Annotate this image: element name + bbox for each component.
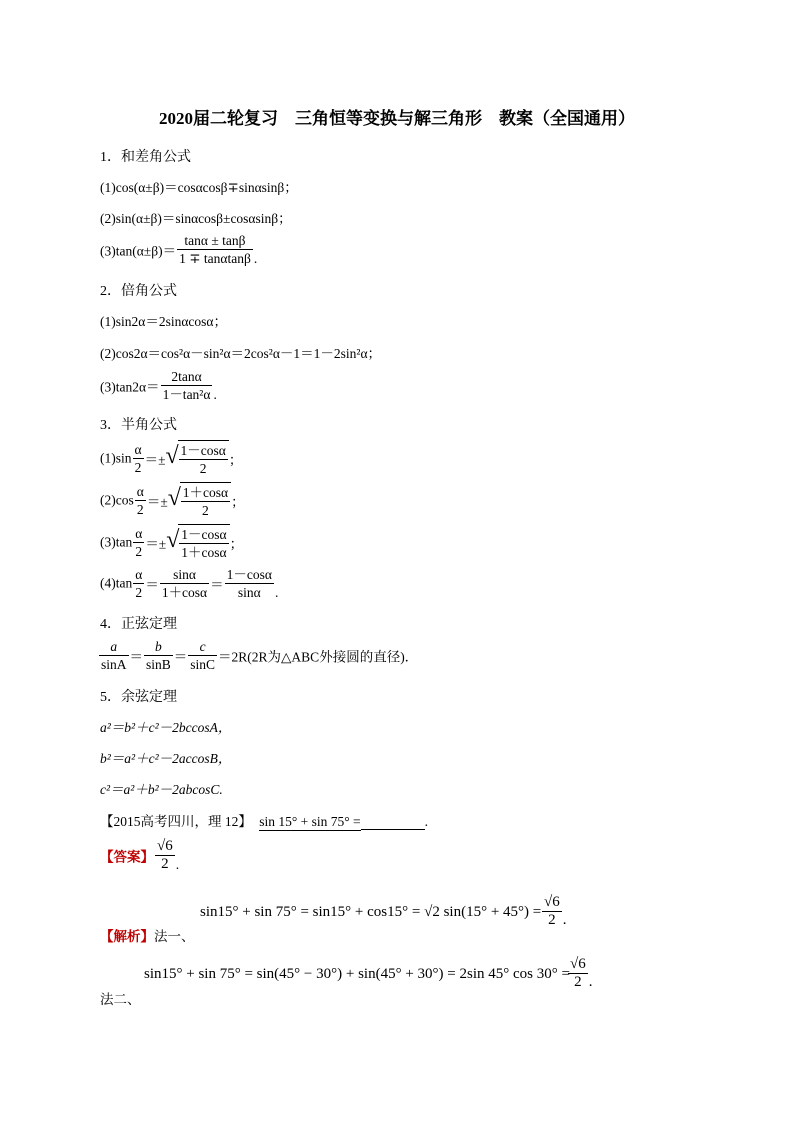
fraction bbox=[177, 232, 253, 267]
denominator: 1＋cosα bbox=[161, 585, 208, 600]
numerator: c bbox=[188, 638, 217, 656]
answer-fraction bbox=[155, 838, 175, 873]
formula-end: ； bbox=[229, 536, 244, 552]
denominator: 1＋cosα bbox=[181, 545, 227, 560]
fraction bbox=[225, 566, 274, 601]
numerator: tanα ± tanβ bbox=[177, 232, 253, 250]
section-heading-half-angle: 3．半角公式 bbox=[100, 418, 177, 433]
numerator: b bbox=[144, 638, 173, 656]
answer-label: 【答案】 bbox=[100, 849, 154, 865]
denominator: 2 bbox=[548, 912, 556, 928]
numerator: α bbox=[135, 567, 143, 582]
fraction bbox=[181, 484, 230, 519]
formula-law-of-sines bbox=[98, 638, 418, 673]
formula-prefix: (1)sin bbox=[100, 450, 132, 466]
numerator: α bbox=[136, 484, 144, 499]
formula-tail: ＝2R(2R为△ABC外接圆的直径)． bbox=[218, 649, 419, 665]
formula-cosine-a: a²＝b²＋c²－2bccosA， bbox=[100, 720, 232, 735]
section-heading-law-of-sines: 4．正弦定理 bbox=[100, 617, 177, 632]
equals: ＝ bbox=[145, 577, 159, 593]
formula-end: . bbox=[213, 387, 217, 402]
fraction bbox=[161, 368, 213, 403]
denominator: 2 bbox=[161, 856, 169, 872]
method-1-label: 法一、 bbox=[154, 929, 195, 944]
formula-cos-half bbox=[100, 482, 245, 519]
numerator: sinα bbox=[160, 566, 209, 584]
analysis-method-1-expression: sin15° + sin 75° = sin15° + cos15° = √2 sin(15° + 45°) = bbox=[200, 904, 542, 920]
numerator: √6 bbox=[544, 894, 560, 910]
numerator: 1＋cosα bbox=[182, 485, 229, 500]
formula-end: ； bbox=[228, 452, 243, 468]
plus-minus: ＝± bbox=[144, 452, 166, 468]
denominator: 2 bbox=[134, 460, 142, 475]
formula-prefix: (3)tan(α±β)＝ bbox=[100, 243, 177, 259]
fraction bbox=[568, 956, 588, 991]
plus-minus: ＝± bbox=[146, 494, 168, 510]
fraction bbox=[188, 638, 217, 673]
analysis-method-1-result bbox=[541, 894, 566, 929]
fraction bbox=[179, 442, 228, 477]
denominator: 2 bbox=[199, 461, 207, 476]
problem-end: . bbox=[424, 814, 429, 829]
section-heading-law-of-cosines: 5．余弦定理 bbox=[100, 690, 177, 705]
half-angle-fraction bbox=[133, 566, 144, 601]
formula-end: . bbox=[253, 251, 258, 266]
problem-line bbox=[100, 810, 428, 830]
numerator: α bbox=[134, 442, 142, 457]
fraction bbox=[144, 638, 173, 673]
answer-end: . bbox=[175, 857, 180, 872]
plus-minus: ＝± bbox=[145, 536, 167, 552]
analysis-method-2-expression: sin15° + sin 75° = sin(45° − 30°) + sin(45° + 30°) = 2sin 45° cos 30° = bbox=[144, 966, 570, 982]
formula-end: ； bbox=[231, 494, 245, 510]
formula-prefix: (3)tan bbox=[100, 534, 133, 550]
denominator: 2 bbox=[202, 503, 209, 518]
denominator: 2 bbox=[135, 585, 143, 600]
method-2-label: 法二、 bbox=[100, 992, 141, 1007]
equals: ＝ bbox=[173, 649, 188, 665]
denominator: sinA bbox=[101, 657, 127, 672]
denominator: sinC bbox=[190, 657, 216, 672]
formula-tan-sum bbox=[100, 232, 257, 267]
analysis-end: . bbox=[562, 912, 567, 928]
numerator: 1－cosα bbox=[226, 567, 272, 582]
formula-cos-double: (2)cos2α＝cos²α－sin²α＝2cos²α－1＝1－2sin²α； bbox=[100, 346, 382, 361]
answer-blank bbox=[361, 815, 425, 830]
fraction bbox=[542, 894, 562, 929]
formula-cosine-c: c²＝a²＋b²－2abcosC. bbox=[100, 782, 223, 797]
formula-cos-sum: (1)cos(α±β)＝cosαcosβ∓sinαsinβ； bbox=[100, 180, 298, 195]
denominator: 1 ∓ tanαtanβ bbox=[179, 251, 251, 266]
numerator: a bbox=[99, 638, 129, 656]
half-angle-fraction bbox=[135, 483, 146, 518]
denominator: 2 bbox=[136, 502, 144, 517]
numerator: √6 bbox=[570, 956, 586, 972]
problem-expression: sin 15° + sin 75° = bbox=[259, 814, 361, 829]
formula-sin-double: (1)sin2α＝2sinαcosα； bbox=[100, 314, 227, 329]
formula-tan-half-root bbox=[100, 524, 243, 561]
section-heading-sum-difference: 1．和差角公式 bbox=[100, 150, 191, 165]
formula-prefix: (2)cos bbox=[100, 492, 134, 508]
analysis-end: . bbox=[588, 974, 593, 990]
analysis-method-1-label-line bbox=[100, 925, 195, 945]
half-angle-fraction bbox=[133, 525, 144, 560]
formula-prefix: (4)tan bbox=[100, 575, 133, 591]
equals: ＝ bbox=[210, 577, 224, 593]
formula-end: . bbox=[274, 585, 279, 600]
section-heading-double-angle: 2．倍角公式 bbox=[100, 284, 177, 299]
numerator: 2tanα bbox=[161, 368, 213, 386]
formula-sin-half bbox=[100, 440, 242, 477]
numerator: 1－cosα bbox=[181, 527, 227, 542]
formula-cosine-b: b²＝a²＋c²－2accosB， bbox=[100, 751, 232, 766]
denominator: 2 bbox=[135, 544, 143, 559]
square-root: √ $\frac{1-\cos\alpha}{2}$ bbox=[166, 440, 229, 477]
denominator: 2 bbox=[574, 974, 582, 990]
equals: ＝ bbox=[129, 649, 144, 665]
half-angle-fraction bbox=[133, 441, 144, 476]
problem-source-tag: 【2015高考四川，理 12】 bbox=[100, 814, 252, 829]
fraction bbox=[160, 566, 209, 601]
numerator: √6 bbox=[157, 838, 173, 854]
square-root: √ $\frac{1-\cos\alpha}{1+\cos\alpha}$ bbox=[166, 524, 229, 561]
square-root: √ $\frac{1+\cos\alpha}{2}$ bbox=[168, 482, 231, 519]
fraction bbox=[99, 638, 129, 673]
formula-sin-sum: (2)sin(α±β)＝sinαcosβ±cosαsinβ； bbox=[100, 211, 292, 226]
formula-tan-half-ratio bbox=[100, 566, 278, 601]
formula-tan-double bbox=[100, 368, 217, 403]
denominator: sinα bbox=[237, 585, 261, 600]
page-title: 2020届二轮复习 三角恒等变换与解三角形 教案（全国通用） bbox=[159, 109, 635, 128]
denominator: sinB bbox=[146, 657, 171, 672]
analysis-label: 【解析】 bbox=[100, 929, 154, 944]
numerator: 1－cosα bbox=[180, 443, 226, 458]
numerator: α bbox=[135, 526, 143, 541]
answer-line bbox=[100, 838, 179, 873]
analysis-method-2-result bbox=[567, 956, 592, 991]
denominator: 1－tan²α bbox=[162, 387, 211, 402]
fraction bbox=[179, 526, 228, 561]
formula-prefix: (3)tan2α＝ bbox=[100, 379, 160, 395]
